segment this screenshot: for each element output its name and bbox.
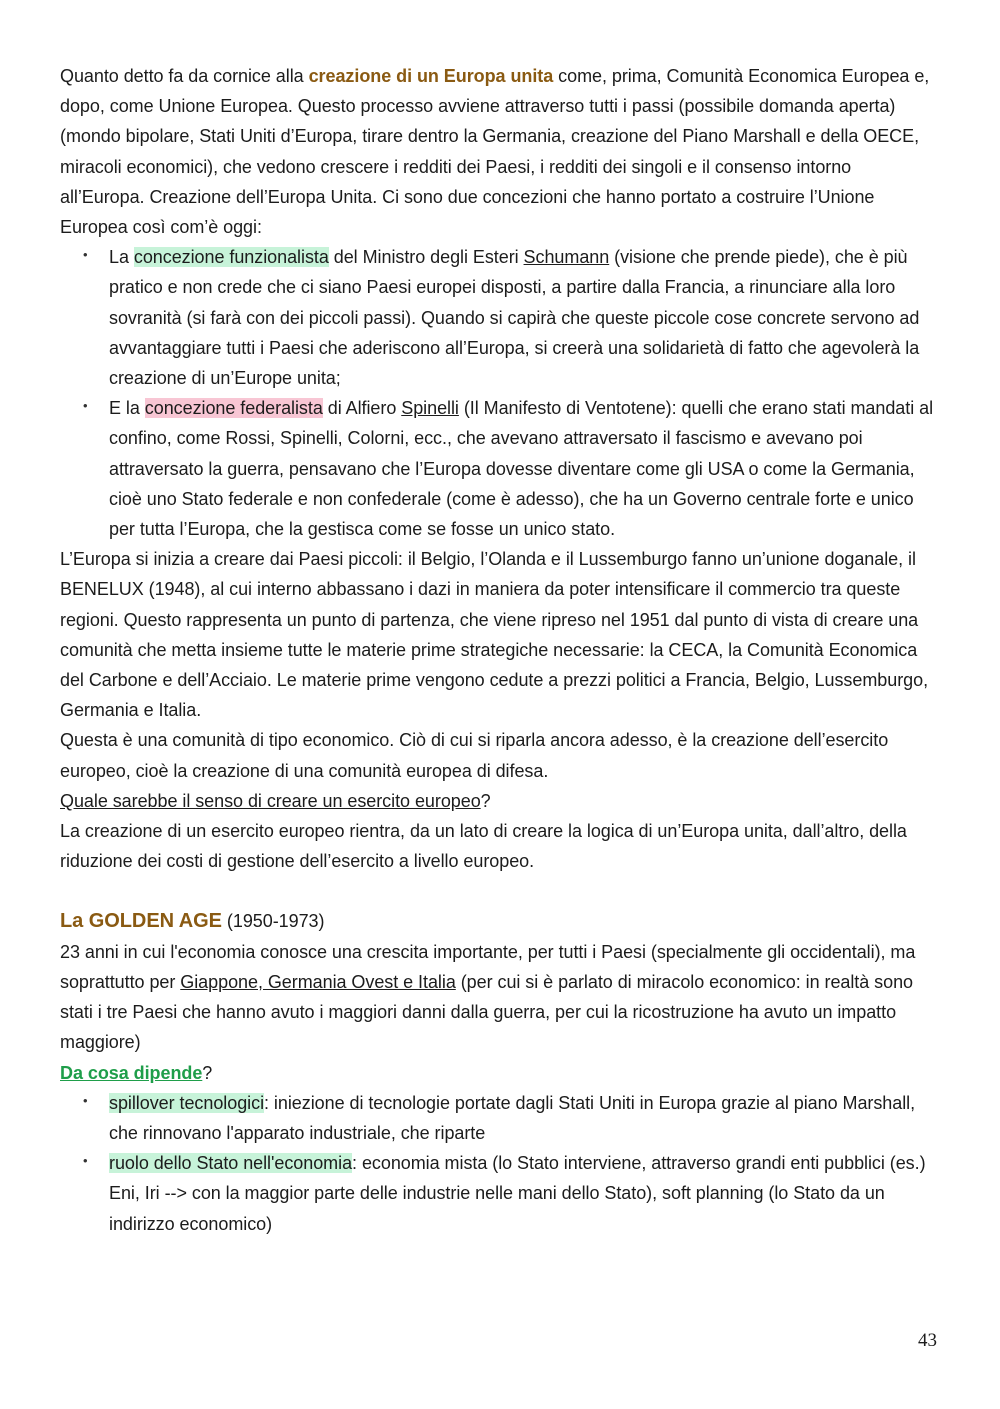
question-line: Quale sarebbe il senso di creare un esercito europeo? [60,790,491,811]
underline-schumann: Schumann [523,247,610,268]
section-heading [60,906,940,936]
page-number: 43 [918,1330,937,1351]
intro-paragraph: Quanto detto fa da cornice alla creazione di un Europa unita come, prima, Comunità Economica Europea e, dopo, come Unione Europea. Questo processo avviene attraverso tutti i passi (possibile domanda aperta) (mondo bipolare, Stati Uniti d’Europa, tirare dentro la Germania, creazione del Piano Marshall e della OECE, miracoli economici), che vedono crescere i redditi dei Paesi, i redditi dei singoli e il consenso intorno all’Europa. Creazione dell’Europa Unita. Ci sono due concezioni che hanno portato a costruire l’Unione Europea così com’è oggi: [60,66,930,238]
concezioni-list [60,242,940,544]
underline-paesi: Giappone, Germania Ovest e Italia [180,971,456,992]
list-item-spillover: • spillover tecnologici: iniezione di tecnologie portate dagli Stati Uniti in Europa grazie al piano Marshall, che rinnovano l'apparato industriale, che riparte [60,1088,940,1148]
golden-age-paragraph: 23 anni in cui l'economia conosce una crescita importante, per tutti i Paesi (specialmente gli occidentali), ma soprattutto per Giappone, Germania Ovest e Italia (per cui si è parlato di miracolo economico: in realtà sono stati i tre Paesi che hanno avuto i maggiori danni dalla guerra, per cui la ricostruzione ha avuto un impatto maggiore) [60,941,916,1053]
keyword-creazione-europa: creazione di un Europa unita [308,66,554,86]
section-title: La GOLDEN AGE [60,910,222,933]
subheading-da-cosa-dipende: Da cosa dipende [60,1062,203,1083]
highlight-spillover: spillover tecnologici [109,1092,265,1113]
highlight-federalista: concezione federalista [144,398,323,419]
highlight-funzionalista: concezione funzionalista [133,247,329,268]
benelux-paragraph: L’Europa si inizia a creare dai Paesi piccoli: il Belgio, l’Olanda e il Lussemburgo fanno un’unione doganale, il BENELUX (1948), al cui interno abbassano i dazi in maniera da poter intensificare il commercio tra queste regioni. Questo rappresenta un punto di partenza, che viene ripreso nel 1951 dal punto di vista di creare una comunità che metta insieme tutte le materie prime strategiche necessarie: la CECA, la Comunità Economica del Carbone e dell’Acciaio. Le materie prime vengono cedute a prezzi politici a Francia, Belgio, Lussemburgo, Germania e Italia. [60,549,929,721]
document-page [60,61,940,1239]
section-years: (1950-1973) [221,911,325,932]
fattori-list [60,1088,940,1239]
underline-spinelli: Spinelli [401,398,459,419]
list-item-federalista: • E la concezione federalista di Alfiero Spinelli (Il Manifesto di Ventotene): quelli che erano stati mandati al confino, come Rossi, Spinelli, Colorni, ecc., che avevano attraversato il fascismo e avevano poi attraversato la guerra, pensavano che l’Europa dovesse diventare come gli USA o come la Germania, cioè uno Stato federale e non confederale (come è adesso), che ha un Governo centrale forte e unico per tutta l’Europa, che la gestisca come se fosse un unico stato. [60,393,940,544]
difesa-paragraph: Questa è una comunità di tipo economico. Ciò di cui si riparla ancora adesso, è la creazione dell’esercito europeo, cioè la creazione di una comunità europea di difesa. [60,730,889,781]
subheading-line: Da cosa dipende? [60,1062,213,1083]
esercito-paragraph: La creazione di un esercito europeo rientra, da un lato di creare la logica di un’Europa unita, dall’altro, della riduzione dei costi di gestione dell’esercito a livello europeo. [60,821,907,872]
list-item-funzionalista: • La concezione funzionalista del Ministro degli Esteri Schumann (visione che prende piede), che è più pratico e non crede che ci siano Paesi europei disposti, a partire dalla Francia, a rinunciare alla loro sovranità (si farà con dei piccoli passi). Quando si capirà che queste piccole cose concrete servono ad avvantaggiare tutti i Paesi che aderiscono all’Europa, si creerà una solidarietà di fatto che agevolerà la creazione di un’Europe unita; [60,242,940,393]
highlight-ruolo-stato: ruolo dello Stato nell'economia [109,1153,353,1174]
question-underlined: Quale sarebbe il senso di creare un esercito europeo [60,790,481,811]
list-item-ruolo-stato: • ruolo dello Stato nell'economia: economia mista (lo Stato interviene, attraverso grandi enti pubblici (es.) Eni, Iri --> con la maggior parte delle industrie nelle mani dello Stato), soft planning (lo Stato da un indirizzo economico) [60,1148,940,1239]
